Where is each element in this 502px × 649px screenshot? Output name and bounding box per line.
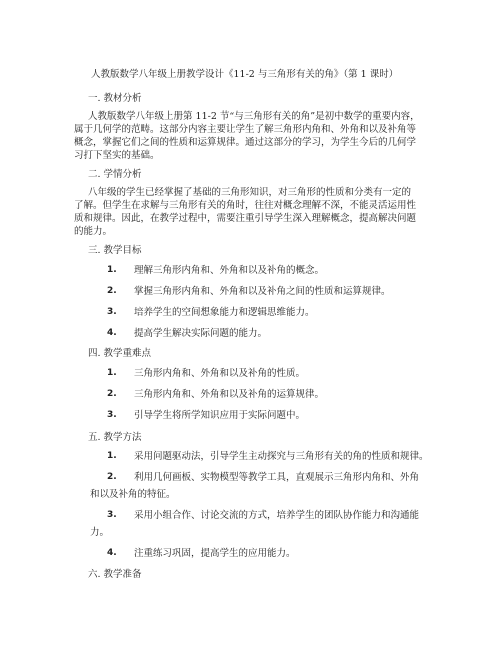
document-title: 人教版数学八年级上册教学设计《11-2 与三角形有关的角》（第 1 课时） — [91, 69, 399, 80]
list-item-number: 2. — [107, 389, 117, 399]
section-heading-teaching-methods: 五. 教学方法 — [88, 432, 142, 443]
paragraph-student-analysis — [74, 186, 424, 238]
list-item-number: 4. — [107, 328, 117, 338]
section-heading-key-difficulties: 四. 教学重难点 — [88, 348, 152, 359]
list-item-number: 1. — [107, 368, 117, 378]
paragraph-textbook-analysis — [74, 110, 424, 162]
list-item-number: 4. — [107, 548, 117, 558]
list-item-text: 掌握三角形内角和、外角和以及补角之间的性质和运算规律。 — [134, 286, 391, 297]
list-item-number: 3. — [107, 410, 117, 420]
paragraph-line: 人教版数学八年级上册第 11-2 节“与三角形有关的角”是初中数学的重要内容， — [88, 111, 420, 122]
list-item-text: 培养学生的空间想象能力和逻辑思维能力。 — [134, 307, 315, 318]
list-item-text: 注重练习巩固，提高学生的应用能力。 — [134, 548, 296, 559]
section-heading-preparation: 六. 教学准备 — [88, 569, 142, 580]
list-item-number: 3. — [107, 307, 117, 317]
section-heading-textbook-analysis: 一. 教材分析 — [88, 93, 142, 104]
list-item-text-continued: 和以及补角的特征。 — [90, 489, 176, 500]
list-item-text: 利用几何画板、实物模型等教学工具，直观展示三角形内角和、外角 — [134, 472, 420, 483]
paragraph-line: 概念，掌握它们之间的性质和运算规律。通过这部分的学习，为学生今后的几何学 — [74, 137, 417, 148]
list-item-number: 2. — [107, 286, 117, 296]
list-item-text: 采用问题驱动法，引导学生主动探究与三角形有关的角的性质和规律。 — [134, 451, 429, 462]
section-heading-student-analysis: 二. 学情分析 — [88, 169, 142, 180]
list-item-number: 1. — [107, 265, 117, 275]
list-item-text: 理解三角形内角和、外角和以及补角的概念。 — [134, 265, 325, 276]
list-item-number: 3. — [107, 510, 117, 520]
list-item-text: 提高学生解决实际问题的能力。 — [134, 328, 268, 339]
paragraph-line: 了解。但学生在求解与三角形有关的角时，往往对概念理解不深，不能灵活运用性 — [74, 200, 417, 211]
paragraph-line: 八年级的学生已经掌握了基础的三角形知识，对三角形的性质和分类有一定的 — [88, 187, 412, 198]
paragraph-line: 属于几何学的范畴。这部分内容主要让学生了解三角形内角和、外角和以及补角等 — [74, 124, 417, 135]
paragraph-line: 的能力。 — [74, 226, 113, 237]
list-item-number: 1. — [107, 451, 117, 461]
section-heading-teaching-goals: 三. 教学目标 — [88, 245, 142, 256]
paragraph-line: 习打下坚实的基础。 — [74, 150, 160, 161]
paragraph-line: 质和规律。因此，在教学过程中，需要注重引导学生深入理解概念，提高解决问题 — [74, 213, 417, 224]
list-item-text: 三角形内角和、外角和以及补角的性质。 — [134, 368, 306, 379]
list-item-text: 采用小组合作、讨论交流的方式，培养学生的团队协作能力和沟通能 — [134, 510, 420, 521]
list-item-number: 2. — [107, 472, 117, 482]
list-item-text: 引导学生将所学知识应用于实际问题中。 — [134, 410, 306, 421]
list-item-text-continued: 力。 — [90, 527, 110, 538]
list-item-text: 三角形内角和、外角和以及补角的运算规律。 — [134, 389, 325, 400]
